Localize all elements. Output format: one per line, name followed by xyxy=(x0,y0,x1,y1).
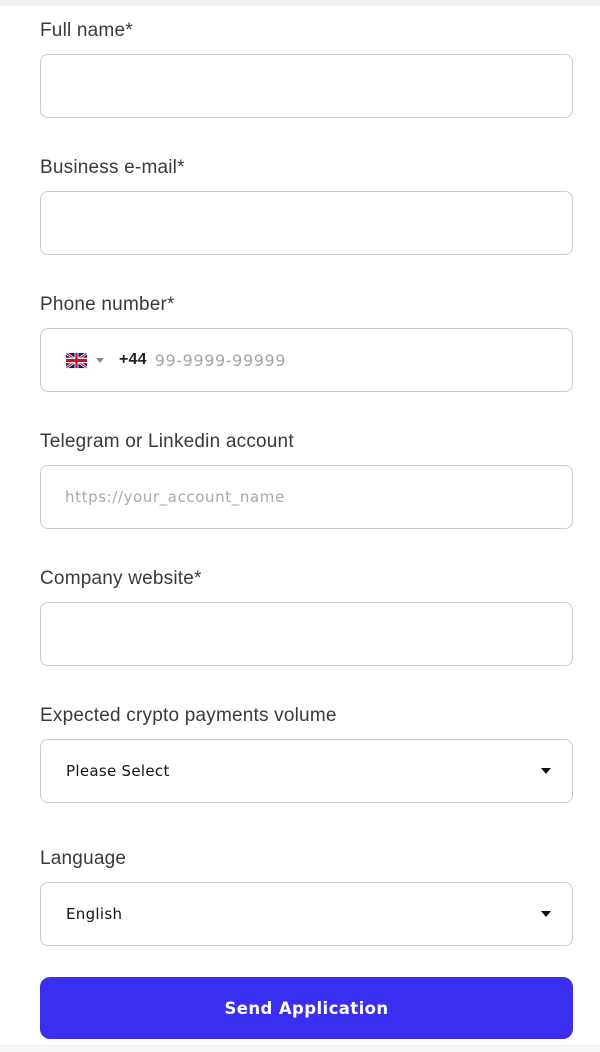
full-name-input[interactable] xyxy=(40,54,573,118)
full-name-label: Full name* xyxy=(40,20,133,41)
expected-volume-label: Expected crypto payments volume xyxy=(40,705,337,726)
dropdown-arrow-icon xyxy=(541,911,551,917)
business-email-label: Business e-mail* xyxy=(40,157,185,178)
country-selector[interactable] xyxy=(66,353,104,368)
field-expected-volume xyxy=(40,705,573,803)
company-website-label: Company website* xyxy=(40,568,202,589)
field-phone-number xyxy=(40,294,573,392)
field-company-website xyxy=(40,568,573,666)
field-full-name xyxy=(40,20,573,118)
expected-volume-value: Please Select xyxy=(66,762,170,780)
dropdown-arrow-icon xyxy=(541,768,551,774)
uk-flag-icon xyxy=(66,353,87,368)
expected-volume-select[interactable] xyxy=(40,739,573,803)
field-business-email xyxy=(40,157,573,255)
language-label: Language xyxy=(40,848,127,869)
business-email-input[interactable] xyxy=(40,191,573,255)
company-website-input[interactable] xyxy=(40,602,573,666)
field-language xyxy=(40,848,573,946)
application-form xyxy=(0,6,600,1039)
bottom-edge-strip xyxy=(0,1045,600,1052)
language-value: English xyxy=(66,905,123,923)
phone-number-label: Phone number* xyxy=(40,294,175,315)
field-social-account xyxy=(40,431,573,529)
language-select[interactable] xyxy=(40,882,573,946)
phone-number-input[interactable] xyxy=(155,330,556,390)
social-account-label: Telegram or Linkedin account xyxy=(40,431,294,452)
chevron-down-icon xyxy=(96,358,104,363)
social-account-input[interactable] xyxy=(40,465,573,529)
send-application-button[interactable]: Send Application xyxy=(40,977,573,1039)
phone-input-box xyxy=(40,328,573,392)
dial-code: +44 xyxy=(119,351,147,368)
